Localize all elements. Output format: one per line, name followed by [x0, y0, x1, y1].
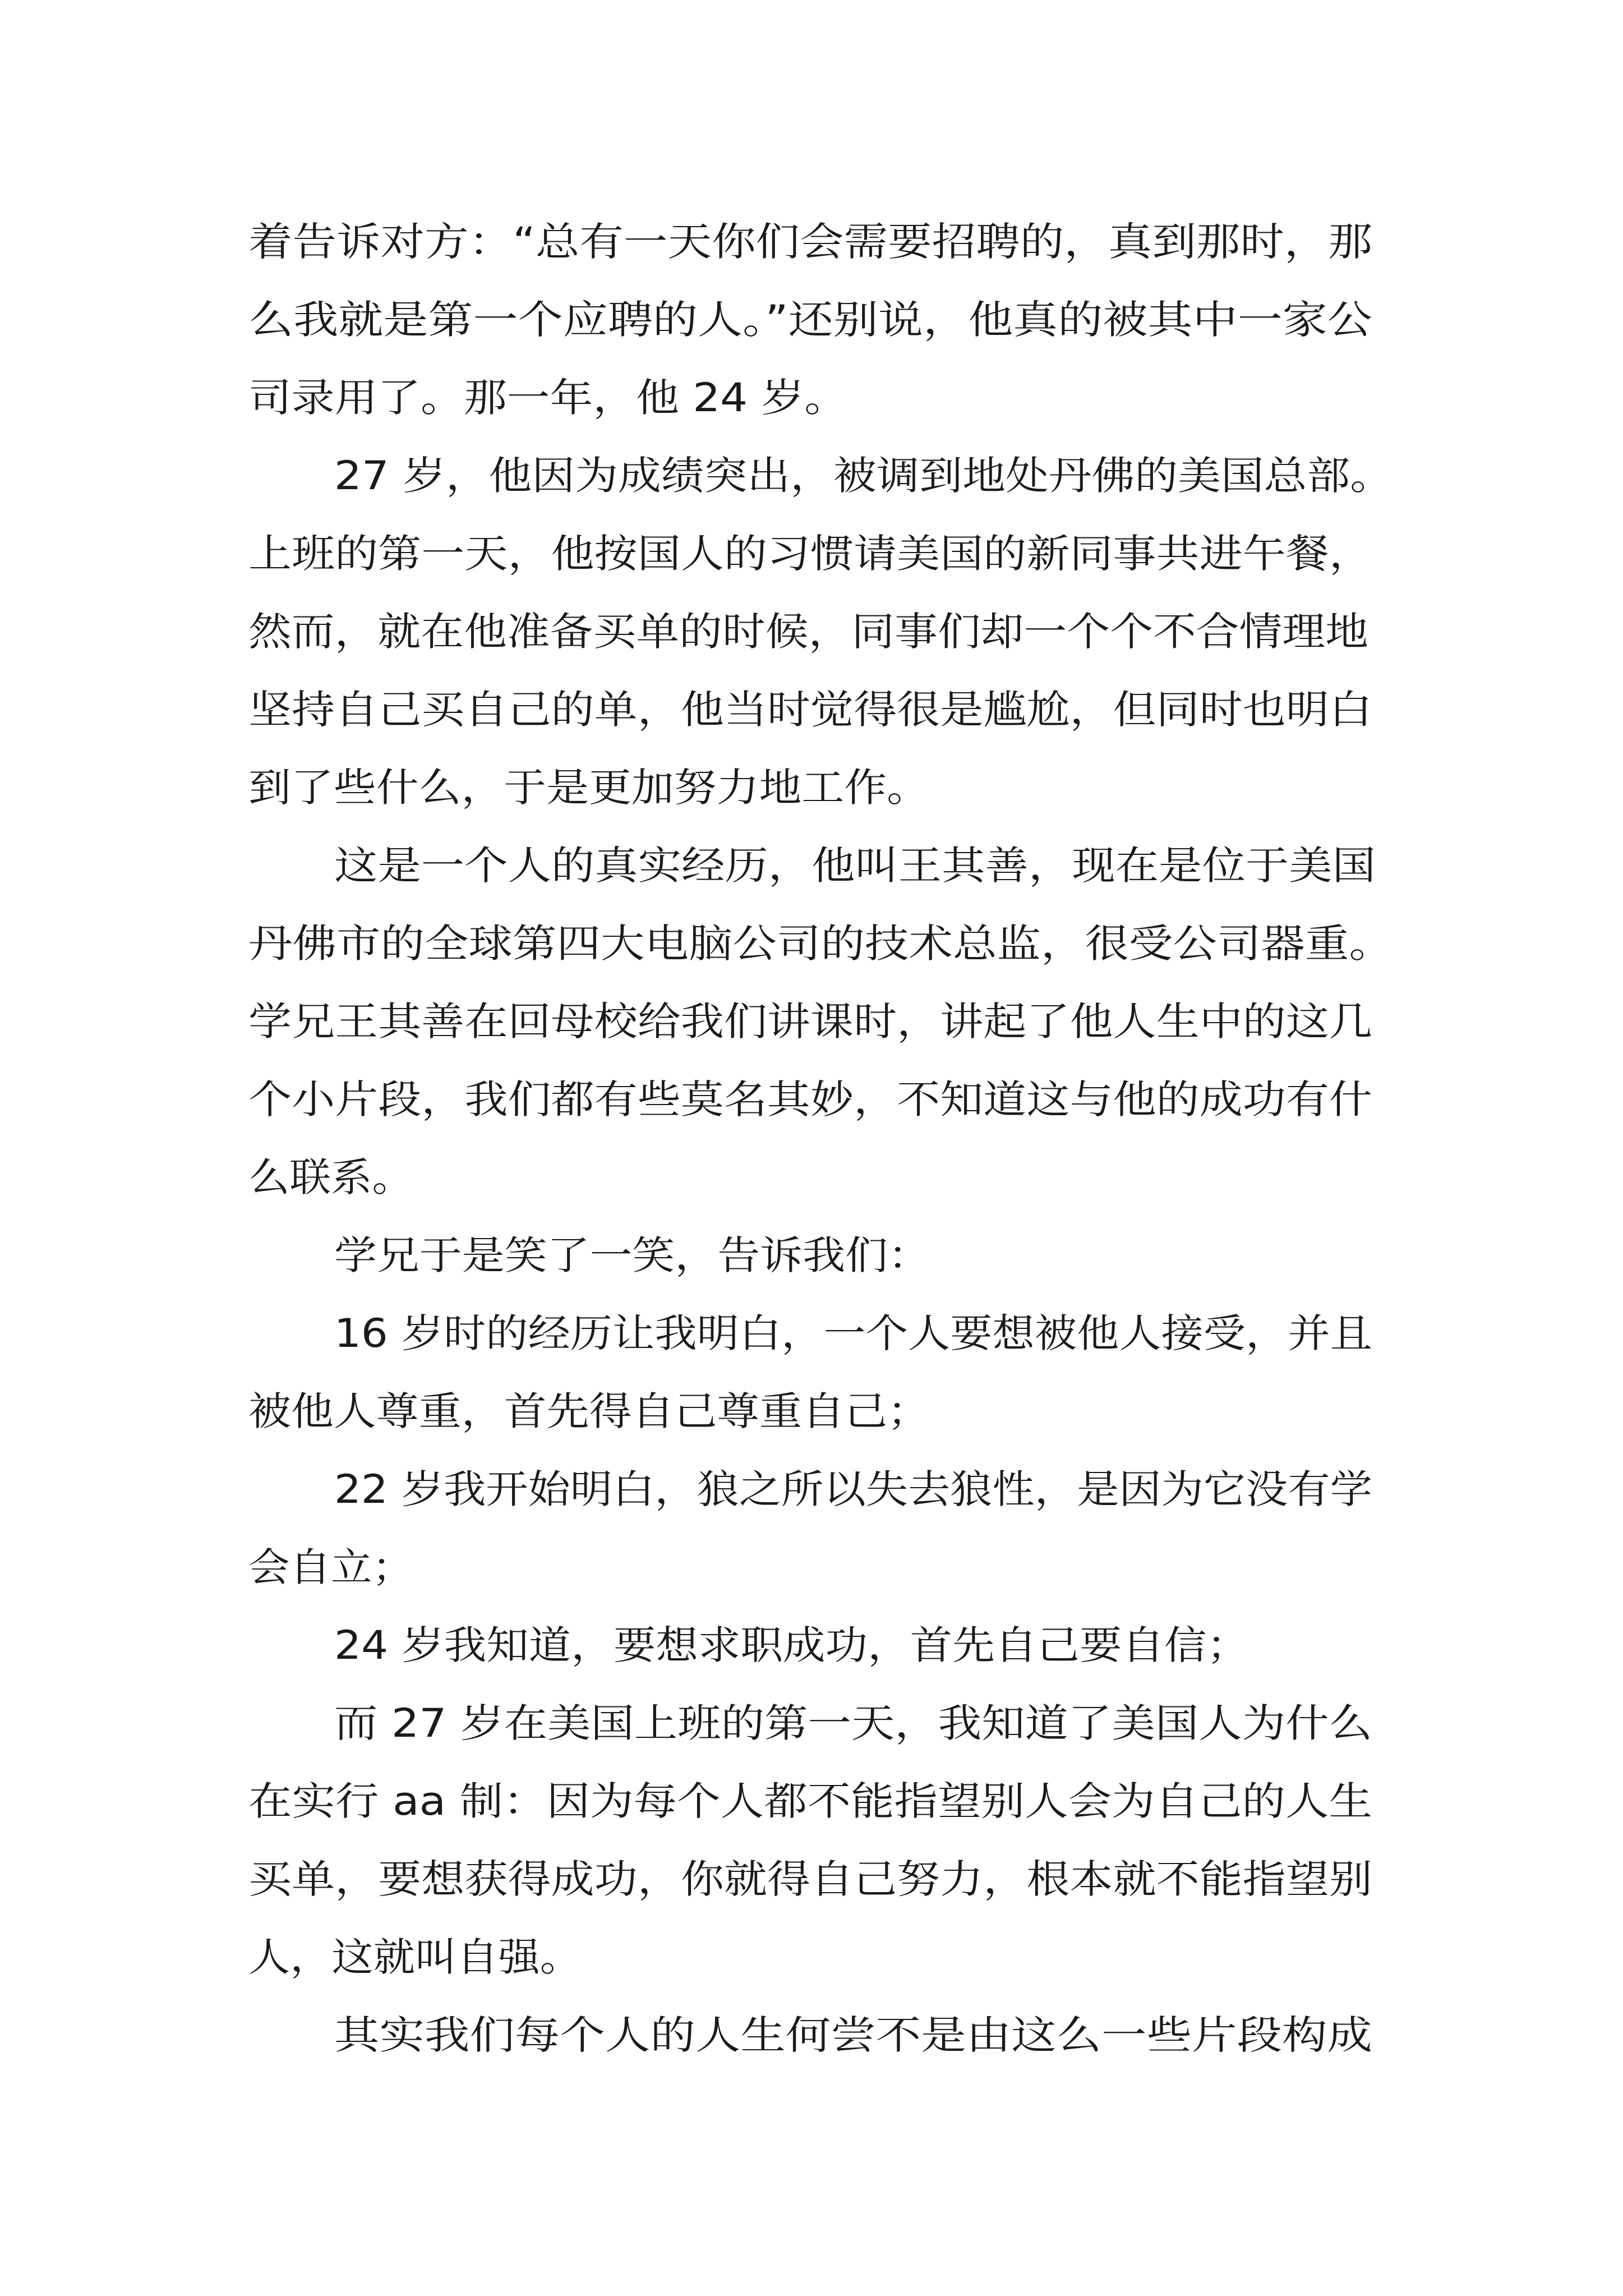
- text-line: 个小片段，我们都有些莫名其妙，不知道这与他的成功有什: [248, 1076, 1372, 1122]
- text-line: 坚持自己买自己的单，他当时觉得很是尴尬，但同时也明白: [248, 687, 1372, 733]
- text-line: 到了些什么，于是更加努力地工作。: [248, 765, 929, 811]
- text-line: 么联系。: [248, 1154, 413, 1200]
- text-line: 其实我们每个人的人生何尝不是由这么一些片段构成: [334, 2012, 1372, 2058]
- text-line: 丹佛市的全球第四大电脑公司的技术总监，很受公司器重。: [248, 921, 1393, 967]
- text-line: 而 27 岁在美国上班的第一天，我知道了美国人为什么: [334, 1700, 1372, 1746]
- text-line: 在实行 aa 制：因为每个人都不能指望别人会为自己的人生: [248, 1778, 1372, 1824]
- text-line: 学兄王其善在回母校给我们讲课时，讲起了他人生中的这几: [248, 999, 1372, 1045]
- text-line: 学兄于是笑了一笑，告诉我们：: [334, 1232, 930, 1278]
- text-line: 27 岁，他因为成绩突出，被调到地处丹佛的美国总部。: [334, 453, 1393, 499]
- text-line: 会自立；: [248, 1544, 413, 1590]
- text-line: 被他人尊重，首先得自己尊重自己；: [248, 1388, 930, 1434]
- text-line: 然而，就在他准备买单的时候，同事们却一个个不合情理地: [248, 609, 1368, 655]
- text-line: 么我就是第一个应聘的人。”还别说，他真的被其中一家公: [248, 297, 1372, 343]
- text-line: 买单，要想获得成功，你就得自己努力，根本就不能指望别: [248, 1856, 1372, 1902]
- text-line: 24 岁我知道，要想求职成功，首先自己要自信；: [334, 1622, 1249, 1668]
- text-line: 16 岁时的经历让我明白，一个人要想被他人接受，并且: [334, 1310, 1372, 1356]
- text-line: 司录用了。那一年，他 24 岁。: [248, 375, 847, 421]
- text-line: 22 岁我开始明白，狼之所以失去狼性，是因为它没有学: [334, 1466, 1372, 1512]
- text-line: 人，这就叫自强。: [248, 1934, 582, 1980]
- text-line: 着告诉对方：“总有一天你们会需要招聘的，真到那时，那: [248, 219, 1372, 265]
- text-line: 上班的第一天，他按国人的习惯请美国的新同事共进午餐，: [248, 531, 1372, 577]
- text-line: 这是一个人的真实经历，他叫王其善，现在是位于美国: [334, 843, 1376, 889]
